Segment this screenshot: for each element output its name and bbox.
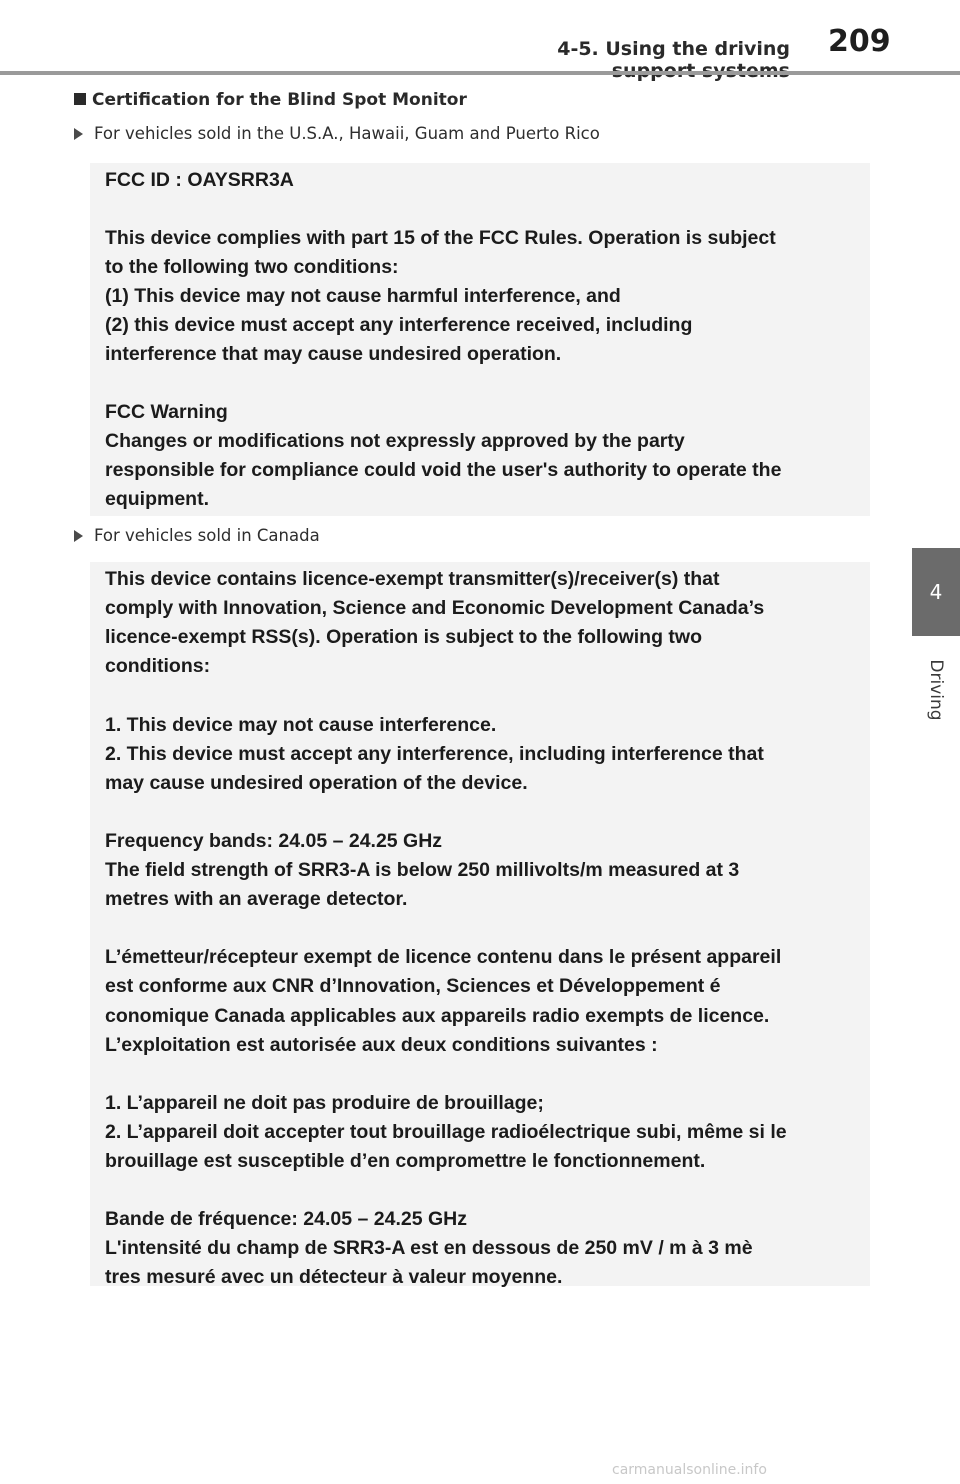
chapter-label: Driving [926, 659, 946, 721]
canada-text-line: L’exploitation est autorisée aux deux conditions suivantes : [105, 1033, 658, 1056]
canada-text-line: licence-exempt RSS(s). Operation is subject to the following two [105, 626, 702, 649]
fcc-text-line: interference that may cause undesired operation. [105, 343, 562, 365]
page-number: 209 [828, 24, 891, 59]
canada-text-line: 1. This device may not cause interference. [105, 713, 497, 736]
chapter-tab [912, 548, 960, 636]
canada-text-line: 1. L’appareil ne doit pas produire de brouillage; [105, 1091, 544, 1114]
square-bullet-icon [74, 93, 86, 105]
section-heading [74, 90, 467, 110]
canada-text-line: tres mesuré avec un détecteur à valeur moyenne. [105, 1266, 563, 1289]
bullet-canada-text: For vehicles sold in Canada [94, 526, 320, 545]
section-heading-text: Certification for the Blind Spot Monitor [92, 90, 467, 110]
canada-text-line: 2. L’appareil doit accepter tout brouillage radioélectrique subi, même si le [105, 1120, 787, 1143]
bullet-usa [74, 124, 600, 143]
canada-text-line: This device contains licence-exempt transmitter(s)/receiver(s) that [105, 568, 720, 590]
fcc-text-line: (1) This device may not cause harmful interference, and [105, 285, 621, 307]
header-rule [0, 71, 960, 75]
fcc-text-line: responsible for compliance could void the user's authority to operate the [105, 459, 782, 481]
fcc-text-line: FCC Warning [105, 401, 228, 423]
canada-text-line: brouillage est susceptible d’en compromettre le fonctionnement. [105, 1150, 706, 1172]
canada-certification-image [90, 562, 870, 1289]
fcc-text-line: (2) this device must accept any interference received, including [105, 314, 693, 336]
canada-text-line: comply with Innovation, Science and Economic Development Canada’s [105, 597, 765, 620]
canada-text-line: Frequency bands: 24.05 – 24.25 GHz [105, 829, 443, 852]
triangle-bullet-icon [74, 128, 83, 140]
canada-text-line: 2. This device must accept any interference, including interference that [105, 742, 764, 765]
canada-text-line: conomique Canada applicables aux appareils radio exempts de licence. [105, 1004, 770, 1027]
triangle-bullet-icon [74, 530, 83, 542]
fcc-text-line: This device complies with part 15 of the FCC Rules. Operation is subject [105, 227, 776, 249]
canada-text-line: L’émetteur/récepteur exempt de licence contenu dans le présent appareil [105, 946, 782, 969]
canada-text-line: Bande de fréquence: 24.05 – 24.25 GHz [105, 1208, 467, 1231]
canada-text-line: conditions: [105, 655, 211, 678]
fcc-text-line: to the following two conditions: [105, 256, 399, 278]
fcc-text-line: FCC ID : OAYSRR3A [105, 169, 294, 191]
bullet-canada [74, 526, 320, 545]
canada-text-line: est conforme aux CNR d’Innovation, Sciences et Développement é [105, 975, 721, 998]
canada-text-line: L'intensité du champ de SRR3-A est en dessous de 250 mV / m à 3 mè [105, 1237, 753, 1260]
canada-text-line: The field strength of SRR3-A is below 250 millivolts/m measured at 3 [105, 859, 740, 881]
watermark: carmanualsonline.info [612, 1462, 767, 1478]
bullet-usa-text: For vehicles sold in the U.S.A., Hawaii, Guam and Puerto Rico [94, 124, 600, 143]
fcc-text-line: equipment. [105, 488, 210, 510]
fcc-certification-image [90, 163, 870, 516]
canada-text-line: metres with an average detector. [105, 888, 408, 911]
header-section-title: 4-5. Using the driving [557, 38, 790, 60]
chapter-number: 4 [929, 580, 943, 604]
fcc-text-line: Changes or modifications not expressly approved by the party [105, 430, 685, 452]
canada-text-line: may cause undesired operation of the device. [105, 771, 528, 794]
